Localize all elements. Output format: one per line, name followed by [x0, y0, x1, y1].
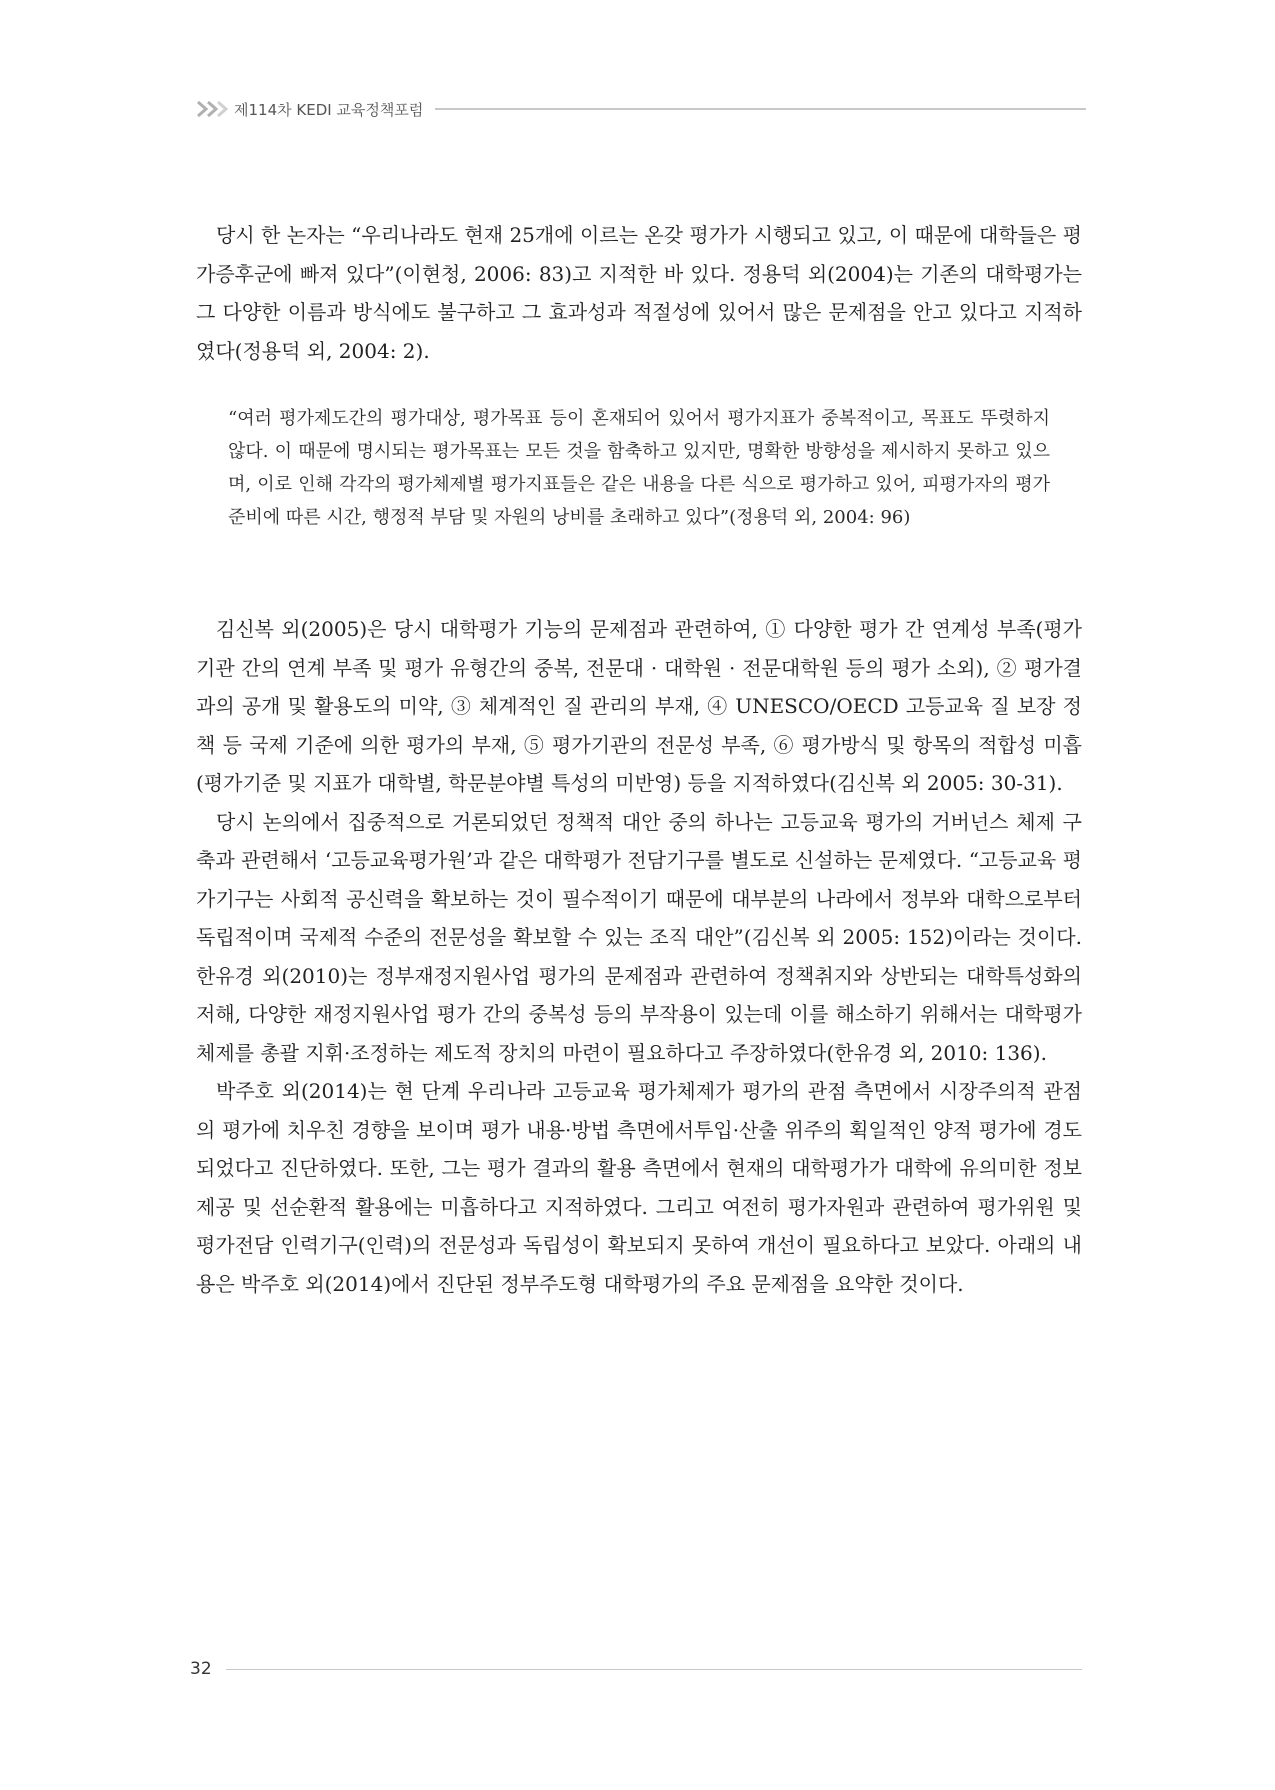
paragraph-4: 박주호 외(2014)는 현 단계 우리나라 고등교육 평가체제가 평가의 관점 측면에서 시장주의적 관점의 평가에 치우친 경향을 보이며 평가 내용·방법 측면에서투입·산출 위주의 획일적인 양적 평가에 경도되었다고 진단하였다. 또한, 그는 평가 결과의 활용 측면에서 현재의 대학평가가 대학에 유의미한 정보제공 및 선순환적 활용에는 미흡하다고 지적하였다. 그리고 여전히 평가자원과 관련하여 평가위원 및 평가전담 인력기구(인력)의 전문성과 독립성이 확보되지 못하여 개선이 필요하다고 보았다. 아래의 내용은 박주호 외(2014)에서 진단된 정부주도형 대학평가의 주요 문제점을 요약한 것이다.: [196, 1079, 1082, 1296]
paragraph-3: 당시 논의에서 집중적으로 거론되었던 정책적 대안 중의 하나는 고등교육 평가의 거버넌스 체제 구축과 관련해서 ‘고등교육평가원’과 같은 대학평가 전담기구를 별도로 신설하는 문제였다. “고등교육 평가기구는 사회적 공신력을 확보하는 것이 필수적이기 때문에 대부분의 나라에서 정부와 대학으로부터 독립적이며 국제적 수준의 전문성을 확보할 수 있는 조직 대안”(김신복 외 2005: 152)이라는 것이다. 한유경 외(2010)는 정부재정지원사업 평가의 문제점과 관련하여 정책취지와 상반되는 대학특성화의 저해, 다양한 재정지원사업 평가 간의 중복성 등의 부작용이 있는데 이를 해소하기 위해서는 대학평가체제를 총괄 지휘·조정하는 제도적 장치의 마련이 필요하다고 주장하였다(한유경 외, 2010: 136).: [196, 809, 1082, 1065]
paragraph-block-1: [196, 216, 1082, 370]
header-divider: [435, 108, 1086, 110]
double-chevron-icon: [196, 99, 230, 119]
paragraph-1: 당시 한 논자는 “우리나라도 현재 25개에 이르는 온갖 평가가 시행되고 있고, 이 때문에 대학들은 평가증후군에 빠져 있다”(이현청, 2006: 83)고 지적한 바 있다. 정용덕 외(2004)는 기존의 대학평가는 그 다양한 이름과 방식에도 불구하고 그 효과성과 적절성에 있어서 많은 문제점을 안고 있다고 지적하였다(정용덕 외, 2004: 2).: [196, 223, 1082, 363]
footer-divider: [226, 1669, 1082, 1670]
page-number: 32: [190, 1659, 212, 1679]
block-quote: “여러 평가제도간의 평가대상, 평가목표 등이 혼재되어 있어서 평가지표가 중복적이고, 목표도 뚜렷하지 않다. 이 때문에 명시되는 평가목표는 모든 것을 함축하고 있지만, 명확한 방향성을 제시하지 못하고 있으며, 이로 인해 각각의 평가체제별 평가지표들은 같은 내용을 다른 식으로 평가하고 있어, 피평가자의 평가준비에 따른 시간, 행정적 부담 및 자원의 낭비를 초래하고 있다”(정용덕 외, 2004: 96): [228, 408, 1050, 528]
header-title: 제114차 KEDI 교육정책포럼: [234, 100, 424, 119]
paragraph-2: 김신복 외(2005)은 당시 대학평가 기능의 문제점과 관련하여, ① 다양한 평가 간 연계성 부족(평가기관 간의 연계 부족 및 평가 유형간의 중복, 전문대 · 대학원 · 전문대학원 등의 평가 소외), ② 평가결과의 공개 및 활용도의 미약, ③ 체계적인 질 관리의 부재, ④ UNESCO/OECD 고등교육 질 보장 정책 등 국제 기준에 의한 평가의 부재, ⑤ 평가기관의 전문성 부족, ⑥ 평가방식 및 항목의 적합성 미흡(평가기준 및 지표가 대학별, 학문분야별 특성의 미반영) 등을 지적하였다(김신복 외 2005: 30-31).: [196, 617, 1082, 795]
page-footer: [190, 1656, 1082, 1682]
page-header: [196, 96, 1086, 122]
paragraph-block-2: [196, 610, 1082, 1303]
